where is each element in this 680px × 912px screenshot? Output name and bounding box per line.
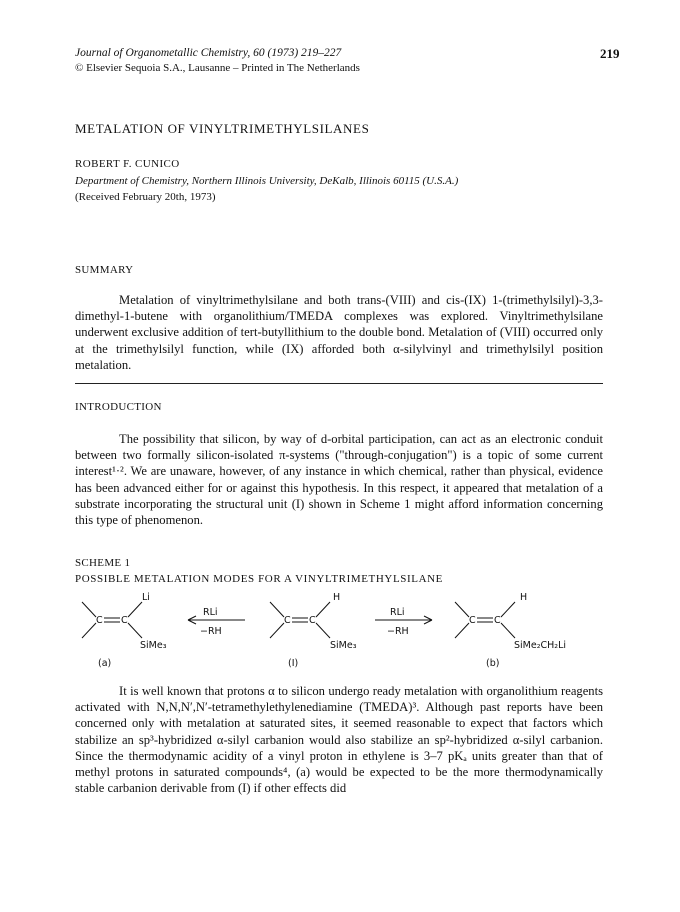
reaction-arrow-right [375, 607, 432, 637]
received-date: (Received February 20th, 1973) [75, 191, 216, 203]
substituent-label: SiMe₂CH₂Li [514, 640, 567, 651]
reagent-label: RLi [390, 607, 405, 618]
reaction-arrow-left [188, 607, 245, 637]
page-number: 219 [600, 46, 620, 61]
metalation-scheme-figure [0, 588, 680, 678]
scheme-caption: POSSIBLE METALATION MODES FOR A VINYLTRIMETHYLSILANE [75, 573, 443, 585]
atom-c-label: C [469, 615, 476, 626]
compound-tag: (b) [486, 658, 500, 669]
introduction-paragraph [75, 431, 603, 528]
substituent-label: H [333, 592, 341, 603]
structure-b [455, 592, 566, 669]
journal-citation: Journal of Organometallic Chemistry, 60 (1973) 219–227 [75, 47, 342, 59]
atom-c-label: C [494, 615, 501, 626]
introduction-heading: INTRODUCTION [75, 401, 162, 413]
author-affiliation: Department of Chemistry, Northern Illinois University, DeKalb, Illinois 60115 (U.S.A.) [75, 175, 459, 187]
author-name: ROBERT F. CUNICO [75, 158, 180, 170]
summary-text: Metalation of vinyltrimethylsilane and both trans-(VIII) and cis-(IX) 1-(trimethylsilyl)-3,3-dimethyl-1-butene with organolithium/TMEDA complexes was explored. Vinyltrimethylsilane underwent exclusive addition of tert-butyllithium to the double bond. Metalation of (VIII) occurred only at the trimethylsilyl function, while (IX) afforded both α-silylvinyl and trimethylsilyl position metalation. [75, 293, 603, 372]
byproduct-label: −RH [387, 626, 409, 637]
compound-tag: (I) [288, 658, 299, 669]
atom-c-label: C [121, 615, 128, 626]
substituent-label: H [520, 592, 528, 603]
copyright-line: © Elsevier Sequoia S.A., Lausanne – Printed in The Netherlands [75, 62, 360, 74]
structure-a [82, 592, 167, 669]
body-text: It is well known that protons α to silicon undergo ready metalation with organolithium reagents activated with N,N,N′,N′-tetramethylethylenediamine (TMEDA)³. Although past reports have been concerned only with metalation at saturated sites, it seemed reasonable to expect that factors which stabilize an sp³-hybridized α-silyl carbanion would also stabilize an sp²-hybridized α-silyl carbanion. Since the thermodynamic acidity of a vinyl proton in ethylene is 3–7 pKₐ units greater than that of methyl protons in saturated compounds⁴, (a) would be expected to be the more thermodynamically stable carbanion derivable from (I) if other effects did [75, 684, 603, 796]
atom-c-label: C [96, 615, 103, 626]
atom-c-label: C [284, 615, 291, 626]
byproduct-label: −RH [200, 626, 222, 637]
introduction-text: The possibility that silicon, by way of d-orbital participation, can act as an electronic conduit between two formally silicon-isolated π-systems ("through-conjugation") is a topic of some current interest¹·². We are unaware, however, of any instance in which chemical, rather than physical, evidence has been advanced either for or against this hypothesis. In this respect, it appeared that metalation of a substrate incorporating the structural unit (I) shown in Scheme 1 might afford information concerning this type of phenomenon. [75, 432, 603, 528]
body-paragraph [75, 683, 603, 796]
summary-paragraph [75, 292, 603, 373]
substituent-label: SiMe₃ [330, 640, 357, 651]
structure-i [270, 592, 357, 669]
compound-tag: (a) [98, 658, 112, 669]
scheme-label: SCHEME 1 [75, 557, 131, 569]
summary-heading: SUMMARY [75, 264, 134, 276]
substituent-label: SiMe₃ [140, 640, 167, 651]
substituent-label: Li [142, 592, 150, 603]
reagent-label: RLi [203, 607, 218, 618]
section-divider [75, 383, 603, 384]
atom-c-label: C [309, 615, 316, 626]
article-title: METALATION OF VINYLTRIMETHYLSILANES [75, 121, 370, 136]
